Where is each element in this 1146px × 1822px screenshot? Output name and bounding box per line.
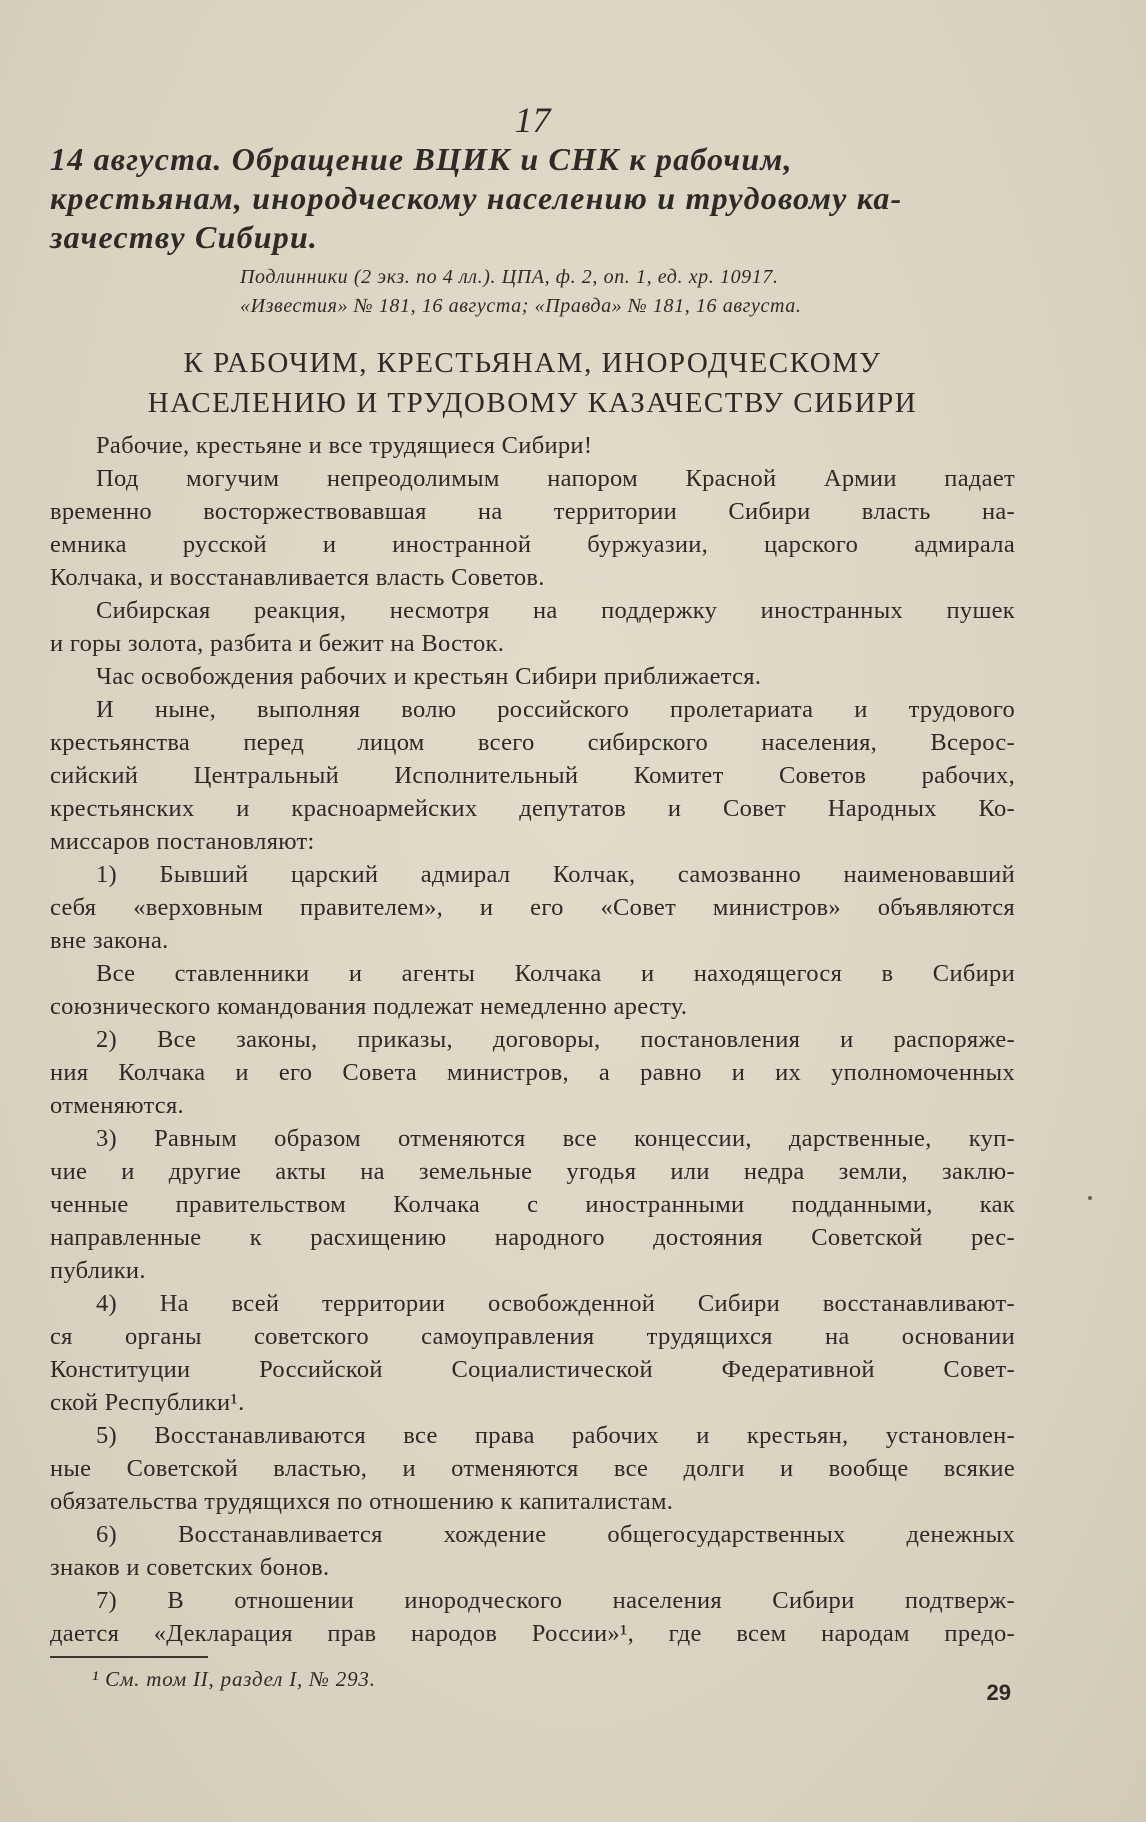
text-line: 2) Все законы, приказы, договоры, постановления и распоряже- [96,1026,1015,1053]
text-line: Колчака, и восстанавливается власть Советов. [50,564,545,591]
paragraph [50,462,1015,594]
text-line: ской Республики¹. [50,1389,245,1416]
source-line: Подлинники (2 экз. по 4 лл.). ЦПА, ф. 2, оп. 1, ед. хр. 10917. [240,266,779,288]
text-line: 7) В отношении инородческого населения Сибири подтверж- [96,1587,1015,1614]
title-line: НАСЕЛЕНИЮ И ТРУДОВОМУ КАЗАЧЕСТВУ СИБИРИ [147,387,918,419]
heading-line: 14 августа. Обращение ВЦИК и СНК к рабочим, [50,141,793,177]
text-line: сийский Центральный Исполнительный Комитет Советов рабочих, [50,762,1015,789]
paragraph [50,594,1015,660]
text-line: ченные правительством Колчака с иностранными подданными, как [50,1191,1015,1218]
paragraph [50,1287,1015,1419]
paragraph [50,858,1015,957]
paragraph [50,1419,1015,1518]
text-line: направленные к расхищению народного достояния Советской рес- [50,1224,1015,1251]
text-line: Час освобождения рабочих и крестьян Сибири приближается. [96,663,762,690]
paragraph [50,1023,1015,1122]
text-line: 6) Восстанавливается хождение общегосударственных денежных [96,1521,1015,1548]
text-line: публики. [50,1257,146,1284]
text-line: себя «верховным правителем», и его «Совет министров» объявляются [50,894,1015,921]
text-line: чие и другие акты на земельные угодья или недра земли, заклю- [50,1158,1015,1185]
archival-sources [240,263,1015,321]
paragraph [50,660,1015,693]
appeal-title [50,343,1015,423]
footnote: ¹ См. том II, раздел I, № 293. [92,1667,376,1691]
text-line: знаков и советских бонов. [50,1554,330,1581]
text-line: И ныне, выполняя волю российского пролетариата и трудового [96,696,1015,723]
document-number: 17 [514,100,551,140]
heading-line: зачеству Сибири. [50,219,319,255]
appeal-body [50,429,1015,1650]
text-line: крестьянских и красноармейских депутатов и Совет Народных Ко- [50,795,1015,822]
text-line: ные Советской властью, и отменяются все долги и вообще всякие [50,1455,1015,1482]
paper-speck [1088,1196,1092,1200]
text-line: 1) Бывший царский адмирал Колчак, самозванно наименовавший [96,861,1015,888]
paragraph [50,429,1015,462]
text-line: Сибирская реакция, несмотря на поддержку иностранных пушек [96,597,1015,624]
text-line: 4) На всей территории освобожденной Сибири восстанавливают- [96,1290,1015,1317]
text-line: миссаров постановляют: [50,828,315,855]
paragraph [50,1518,1015,1584]
document-heading [50,140,1015,257]
heading-line: крестьянам, инородческому населению и трудовому ка- [50,180,903,216]
source-line: «Известия» № 181, 16 августа; «Правда» № 181, 16 августа. [240,295,802,317]
text-line: вне закона. [50,927,169,954]
text-line: 3) Равным образом отменяются все концессии, дарственные, куп- [96,1125,1015,1152]
text-line: дается «Декларация прав народов России»¹, где всем народам предо- [50,1620,1015,1647]
title-line: К РАБОЧИМ, КРЕСТЬЯНАМ, ИНОРОДЧЕСКОМУ [183,347,882,379]
text-line: Конституции Российской Социалистической Федеративной Совет- [50,1356,1015,1383]
text-line: и горы золота, разбита и бежит на Восток. [50,630,505,657]
page-number: 29 [986,1680,1011,1705]
text-line: емника русской и иностранной буржуазии, царского адмирала [50,531,1015,558]
paragraph [50,1122,1015,1287]
text-line: временно восторжествовавшая на территории Сибири власть на- [50,498,1015,525]
text-line: отменяются. [50,1092,184,1119]
paragraph [50,1584,1015,1650]
text-line: Все ставленники и агенты Колчака и находящегося в Сибири [96,960,1015,987]
paragraph [50,957,1015,1023]
text-line: 5) Восстанавливаются все права рабочих и крестьян, установлен- [96,1422,1015,1449]
text-line: Под могучим непреодолимым напором Красной Армии падает [96,465,1015,492]
text-line: крестьянства перед лицом всего сибирского населения, Всерос- [50,729,1015,756]
paragraph [50,693,1015,858]
footnote-divider [50,1656,208,1658]
page-content [50,100,1015,1694]
text-line: Рабочие, крестьяне и все трудящиеся Сибири! [96,432,593,459]
text-line: ся органы советского самоуправления трудящихся на основании [50,1323,1015,1350]
text-line: союзнического командования подлежат немедленно аресту. [50,993,688,1020]
text-line: обязательства трудящихся по отношению к капиталистам. [50,1488,674,1515]
text-line: ния Колчака и его Совета министров, а равно и их уполномоченных [50,1059,1015,1086]
